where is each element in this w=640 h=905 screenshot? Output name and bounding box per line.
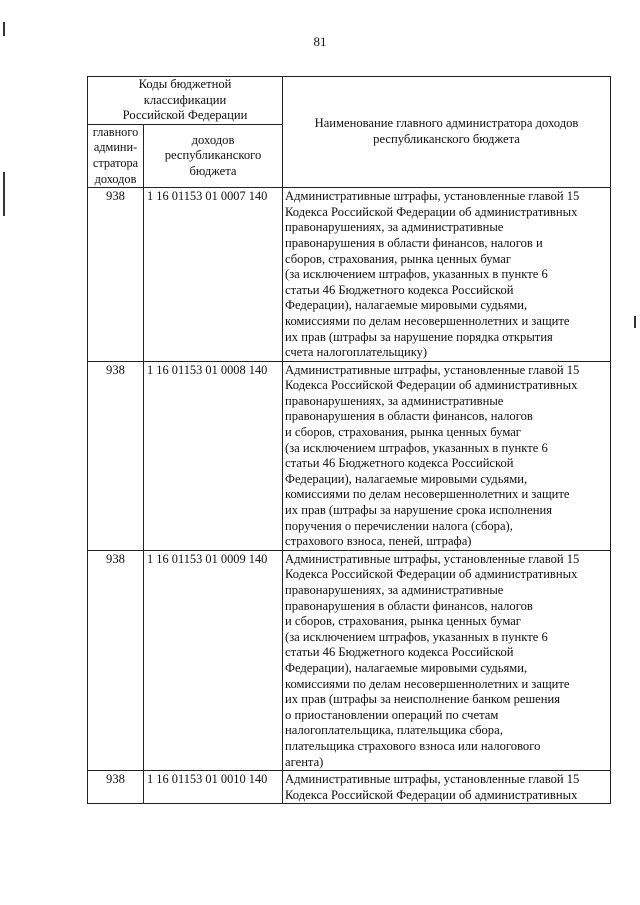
admin-code-cell: 938 — [88, 771, 144, 804]
description-cell — [283, 188, 611, 362]
description-line: их прав (штрафы за нарушение порядка открытия — [285, 329, 553, 344]
admin-code-cell: 938 — [88, 550, 144, 770]
description-cell — [283, 550, 611, 770]
header-admin-line: доходов — [94, 171, 137, 186]
description-cell — [283, 361, 611, 550]
description-line: статьи 46 Бюджетного кодекса Российской — [285, 456, 514, 471]
income-code-cell: 1 16 01153 01 0008 140 — [144, 361, 283, 550]
description-line: счета налогоплательщику) — [285, 345, 428, 360]
scan-edge-mark-top — [3, 22, 5, 36]
description-line: статьи 46 Бюджетного кодекса Российской — [285, 282, 514, 297]
header-group-cell — [88, 77, 283, 125]
table-row — [88, 771, 611, 804]
description-line: их прав (штрафы за нарушение срока исполнения — [285, 503, 553, 518]
description-line: Кодекса Российской Федерации об административных — [285, 787, 578, 802]
header-income-line: республиканского — [164, 148, 262, 163]
description-line: Административные штрафы, установленные главой 15 — [285, 551, 580, 566]
header-admin-line: главного — [92, 124, 139, 139]
description-line: агента) — [285, 754, 324, 769]
description-line: о приостановлении операций по счетам — [285, 707, 499, 722]
admin-code-cell: 938 — [88, 188, 144, 362]
header-income-cell — [144, 124, 283, 187]
description-line: Кодекса Российской Федерации об административных — [285, 378, 578, 393]
description-line: правонарушения в области финансов, налогов и — [285, 235, 543, 250]
description-line: Федерации), налагаемые мировыми судьями, — [285, 471, 528, 486]
description-line: правонарушениях, за административные — [285, 220, 504, 235]
header-name-line: республиканского бюджета — [373, 132, 520, 147]
header-group-line: Коды бюджетной — [138, 77, 232, 91]
description-line: правонарушениях, за административные — [285, 583, 504, 597]
description-line: правонарушениях, за административные — [285, 393, 504, 408]
header-row-group — [88, 77, 611, 125]
description-line: Федерации), налагаемые мировыми судьями, — [285, 298, 528, 313]
description-line: и сборов, страхования, рынка ценных бумаг — [285, 614, 521, 629]
header-admin-cell — [88, 124, 144, 187]
scan-edge-mark-right — [634, 316, 636, 328]
description-line: их прав (штрафы за неисполнение банком решения — [285, 692, 561, 707]
description-line: Федерации), налагаемые мировыми судьями, — [285, 660, 528, 675]
description-line: сборов, страхования, рынка ценных бумаг — [285, 251, 512, 266]
description-line: Кодекса Российской Федерации об административных — [285, 567, 578, 582]
scan-edge-mark-left — [3, 172, 5, 216]
header-name-cell — [283, 77, 611, 188]
description-line: поручения о перечислении налога (сбора), — [285, 518, 513, 533]
description-cell — [283, 771, 611, 804]
table-row — [88, 188, 611, 362]
description-line: Кодекса Российской Федерации об административных — [285, 204, 578, 219]
header-income-line: бюджета — [189, 163, 237, 178]
page-number: 81 — [313, 34, 327, 49]
description-line: Административные штрафы, установленные главой 15 — [285, 189, 580, 204]
description-line: (за исключением штрафов, указанных в пункте 6 — [285, 267, 548, 282]
description-line: и сборов, страхования, рынка ценных бумаг — [285, 425, 521, 440]
income-code-cell: 1 16 01153 01 0009 140 — [144, 550, 283, 770]
description-line: Административные штрафы, установленные главой 15 — [285, 362, 580, 377]
description-line: (за исключением штрафов, указанных в пункте 6 — [285, 629, 548, 644]
description-line: комиссиями по делам несовершеннолетних и защите — [285, 487, 570, 502]
header-group-line: Российской Федерации — [122, 108, 248, 123]
table-row — [88, 550, 611, 770]
header-group-line: классификации — [143, 92, 227, 107]
budget-codes-table — [87, 76, 611, 804]
header-name-line: Наименование главного администратора доходов — [314, 116, 579, 131]
table-row — [88, 361, 611, 550]
description-line: плательщика страхового взноса или налогового — [285, 738, 541, 753]
description-line: комиссиями по делам несовершеннолетних и защите — [285, 313, 570, 328]
description-line: налогоплательщика, плательщика сбора, — [285, 723, 503, 738]
income-code-cell: 1 16 01153 01 0007 140 — [144, 188, 283, 362]
header-admin-line: админи- — [93, 140, 138, 155]
description-line: (за исключением штрафов, указанных в пункте 6 — [285, 440, 548, 455]
description-line: правонарушения в области финансов, налогов — [285, 598, 533, 613]
income-code-cell: 1 16 01153 01 0010 140 — [144, 771, 283, 804]
description-line: комиссиями по делам несовершеннолетних и защите — [285, 676, 570, 691]
description-line: правонарушения в области финансов, налогов — [285, 409, 533, 424]
description-line: статьи 46 Бюджетного кодекса Российской — [285, 645, 514, 660]
description-line: Административные штрафы, установленные главой 15 — [285, 772, 580, 787]
admin-code-cell: 938 — [88, 361, 144, 550]
description-line: страхового взноса, пеней, штрафа) — [285, 534, 472, 549]
header-admin-line: стратора — [92, 155, 139, 170]
header-income-line: доходов — [191, 132, 235, 147]
